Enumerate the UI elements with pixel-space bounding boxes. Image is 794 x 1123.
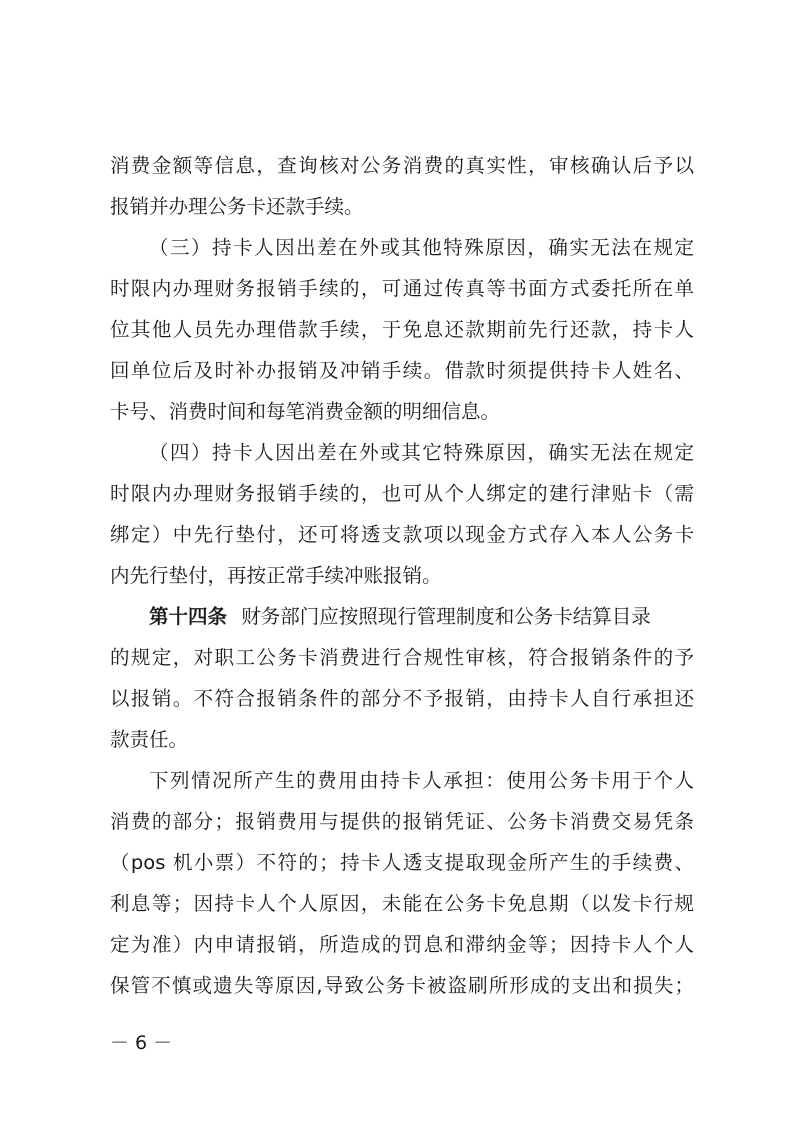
paragraph-line: 款责任。 [110, 728, 189, 751]
article-line [149, 599, 694, 635]
paragraph-line: 报销并办理公务卡还款手续。 [110, 195, 364, 218]
paragraph-line: 卡号、消费时间和每笔消费金额的明细信息。 [110, 400, 501, 423]
paragraph-line: （四）持卡人因出差在外或其它特殊原因，确实无法在规定 [149, 441, 694, 464]
paragraph-line: 时限内办理财务报销手续的，可通过传真等书面方式委托所在单 [110, 277, 694, 300]
paragraph-line: （pos 机小票）不符的；持卡人透支提取现金所产生的手续费、 [110, 851, 694, 874]
paragraph-line: 消费金额等信息，查询核对公务消费的真实性，审核确认后予以 [110, 154, 694, 177]
page-number: － 6 － [110, 1032, 173, 1054]
paragraph-line: 利息等；因持卡人个人原因，未能在公务卡免息期（以发卡行规 [110, 892, 694, 915]
paragraph-line: 保管不慎或遗失等原因,导致公务卡被盗刷所形成的支出和损失； [110, 974, 694, 997]
paragraph-line: 绑定）中先行垫付，还可将透支款项以现金方式存入本人公务卡 [110, 523, 694, 546]
paragraph-line: 消费的部分；报销费用与提供的报销凭证、公务卡消费交易凭条 [110, 810, 694, 833]
paragraph-line: 回单位后及时补办报销及冲销手续。借款时须提供持卡人姓名、 [110, 359, 694, 382]
paragraph-line: 内先行垫付，再按正常手续冲账报销。 [110, 564, 442, 587]
paragraph-line: （三）持卡人因出差在外或其他特殊原因，确实无法在规定 [149, 236, 694, 259]
paragraph-line: 以报销。不符合报销条件的部分不予报销，由持卡人自行承担还 [110, 687, 694, 710]
paragraph-line: 位其他人员先办理借款手续，于免息还款期前先行还款，持卡人 [110, 318, 694, 341]
article-text: 财务部门应按照现行管理制度和公务卡结算目录 [241, 605, 651, 628]
article-heading: 第十四条 [149, 605, 228, 628]
paragraph-line: 下列情况所产生的费用由持卡人承担：使用公务卡用于个人 [149, 769, 694, 792]
paragraph-line: 定为准）内申请报销，所造成的罚息和滞纳金等；因持卡人个人 [110, 933, 694, 956]
paragraph-line: 时限内办理财务报销手续的，也可从个人绑定的建行津贴卡（需 [110, 482, 694, 505]
paragraph-line: 的规定，对职工公务卡消费进行合规性审核，符合报销条件的予 [110, 646, 694, 669]
